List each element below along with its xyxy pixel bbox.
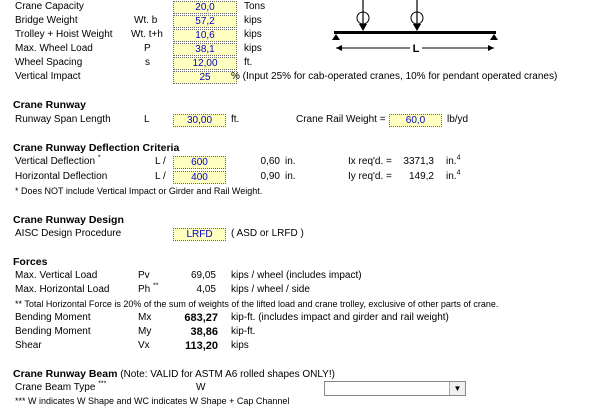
crane-capacity-input[interactable]: 20,0 <box>173 1 237 14</box>
beam-type-note: *** W indicates W Shape and WC indicates W Shape + Cap Channel <box>15 396 290 406</box>
shear-unit: kips <box>231 340 249 351</box>
horizontal-force-note: ** Total Horizontal Force is 20% of the sum of weights of the lifted load and crane trolley, exclusive of other parts of crane. <box>15 299 499 309</box>
bending-moment-x-symbol: Mx <box>138 312 152 323</box>
ix-required-unit: in.$^4$ <box>446 154 461 167</box>
vertical-deflection-label: Vertical Deflection * <box>15 154 101 167</box>
bending-moment-y-value: 38,86 <box>190 326 218 338</box>
chevron-down-icon[interactable]: ▼ <box>449 382 465 395</box>
wheel-spacing-label: Wheel Spacing <box>15 57 83 68</box>
right-support <box>490 34 498 40</box>
bridge-weight-symbol: Wt. b <box>134 15 158 26</box>
shear-value: 113,20 <box>184 340 218 352</box>
vertical-deflection-unit: in. <box>285 156 296 167</box>
horizontal-deflection-label: Horizontal Deflection <box>15 171 108 182</box>
wheel-spacing-input[interactable]: 12,00 <box>173 57 237 70</box>
runway-span-symbol: L <box>144 114 150 125</box>
vertical-load-value: 69,05 <box>190 270 216 281</box>
vertical-impact-note: % (Input 25% for cab-operated cranes, 10% for pendant operated cranes) <box>231 71 558 82</box>
vertical-load-label: Max. Vertical Load <box>15 270 98 281</box>
iy-required-value: 149,2 <box>408 171 434 182</box>
horizontal-load-value: 4,05 <box>196 284 216 295</box>
design-heading: Crane Runway Design <box>13 214 124 226</box>
crane-capacity-unit: Tons <box>244 1 266 12</box>
max-wheel-load-unit: kips <box>244 43 262 54</box>
ix-required-label: Ix req'd. = <box>348 156 392 167</box>
max-wheel-load-symbol: P <box>144 43 151 54</box>
trolley-weight-input[interactable]: 10,6 <box>173 29 237 42</box>
beam-shape-select[interactable] <box>324 381 466 396</box>
rail-weight-input[interactable]: 60,0 <box>389 114 442 127</box>
deflection-note: * Does NOT include Vertical Impact or Girder and Rail Weight. <box>15 186 263 196</box>
horizontal-deflection-unit: in. <box>285 171 296 182</box>
beam-heading-note: (Note: VALID for ASTM A6 rolled shapes ONLY!) <box>120 369 335 380</box>
iy-required-unit: in.$^4$ <box>446 169 461 182</box>
design-procedure-label: AISC Design Procedure <box>15 228 122 239</box>
vertical-load-symbol: Pv <box>138 270 150 281</box>
shear-symbol: Vx <box>138 340 150 351</box>
vertical-deflection-value: 0,60 <box>260 156 280 167</box>
bending-moment-y-label: Bending Moment <box>15 326 91 337</box>
horizontal-load-label: Max. Horizontal Load <box>15 284 110 295</box>
trolley-weight-symbol: Wt. t+h <box>131 29 163 40</box>
rail-weight-label: Crane Rail Weight = <box>296 114 386 125</box>
bending-moment-y-symbol: My <box>138 326 152 337</box>
bridge-weight-label: Bridge Weight <box>15 15 78 26</box>
runway-span-input[interactable]: 30,00 <box>173 114 226 127</box>
beam-type-value: W <box>196 382 206 393</box>
trolley-weight-unit: kips <box>244 29 262 40</box>
bending-moment-x-unit: kip-ft. (includes impact and girder and rail weight) <box>231 312 449 323</box>
rail-weight-unit: lb/yd <box>447 114 469 125</box>
bending-moment-x-label: Bending Moment <box>15 312 91 323</box>
bridge-weight-input[interactable]: 57,2 <box>173 15 237 28</box>
wheel-spacing-symbol: s <box>145 57 150 68</box>
max-wheel-load-input[interactable]: 38,1 <box>173 43 237 56</box>
vertical-impact-input[interactable]: 25 <box>173 71 237 84</box>
iy-required-label: Iy req'd. = <box>348 171 392 182</box>
horizontal-deflection-input[interactable]: 400 <box>173 171 226 184</box>
crane-runway-heading: Crane Runway <box>13 99 86 111</box>
bending-moment-y-unit: kip-ft. <box>231 326 256 337</box>
shear-label: Shear <box>15 340 42 351</box>
design-procedure-input[interactable]: LRFD <box>173 228 226 241</box>
horizontal-load-symbol: Ph ** <box>138 282 159 295</box>
wheel-spacing-unit: ft. <box>244 57 253 68</box>
forces-heading: Forces <box>13 256 48 268</box>
beam-heading-row <box>13 368 335 381</box>
horizontal-deflection-symbol: L / <box>155 171 166 182</box>
deflection-heading: Crane Runway Deflection Criteria <box>13 142 180 154</box>
crane-span-diagram <box>330 0 500 64</box>
beam-heading: Crane Runway Beam <box>13 368 118 380</box>
wheel-load-arrow-left <box>357 0 369 31</box>
bending-moment-x-value: 683,27 <box>184 312 218 324</box>
bridge-weight-unit: kips <box>244 15 262 26</box>
horizontal-deflection-value: 0,90 <box>260 171 280 182</box>
vertical-deflection-symbol: L / <box>155 156 166 167</box>
horizontal-load-unit: kips / wheel / side <box>231 284 310 295</box>
ix-required-value: 3371,3 <box>403 156 434 167</box>
left-support <box>332 34 340 40</box>
design-procedure-options: ( ASD or LRFD ) <box>231 228 304 239</box>
trolley-weight-label: Trolley + Hoist Weight <box>15 29 113 40</box>
runway-span-label: Runway Span Length <box>15 114 111 125</box>
runway-beam <box>334 31 496 34</box>
runway-span-unit: ft. <box>231 114 240 125</box>
vertical-load-unit: kips / wheel (includes impact) <box>231 270 362 281</box>
wheel-load-arrow-right <box>411 0 423 31</box>
crane-capacity-label: Crane Capacity <box>15 1 84 12</box>
span-label: L <box>412 43 420 55</box>
vertical-deflection-input[interactable]: 600 <box>173 156 226 169</box>
beam-type-label: Crane Beam Type *** <box>15 380 107 393</box>
vertical-impact-label: Vertical Impact <box>15 71 81 82</box>
max-wheel-load-label: Max. Wheel Load <box>15 43 93 54</box>
